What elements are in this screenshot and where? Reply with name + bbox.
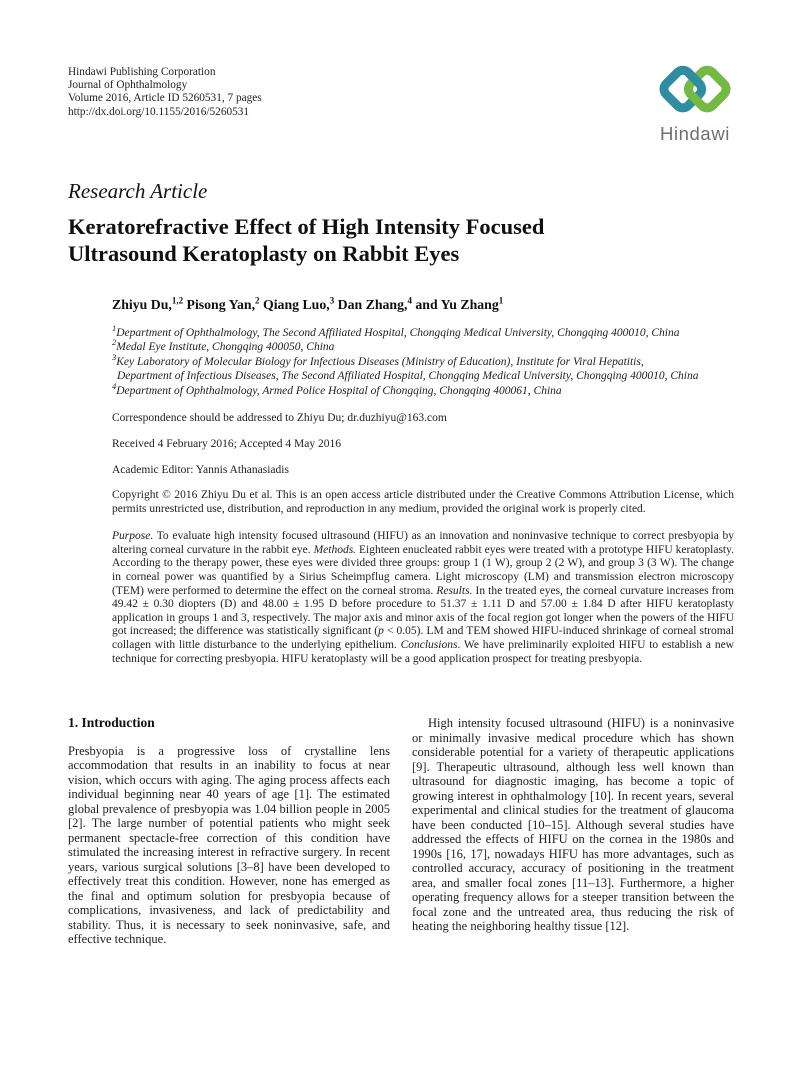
hindawi-logo	[642, 58, 748, 145]
publisher-name: Hindawi Publishing Corporation	[68, 66, 216, 78]
article-type-label: Research Article	[68, 179, 208, 203]
history-line: Received 4 February 2016; Accepted 4 May 2016	[112, 438, 341, 451]
copyright-text: Copyright © 2016 Zhiyu Du et al. This is an open access article distributed under the Creative Commons Attribution License, which permits unrestricted use, distribution, and reproduction in any medium, provided the original work is properly cited.	[112, 489, 734, 515]
abstract-text: Purpose. To evaluate high intensity focused ultrasound (HIFU) as an innovation and noninvasive technique to correct presbyopia by altering corneal curvature in the rabbit eye. Methods. Eighteen enucleated rabbit eyes were treated with a prototype HIFU keratoplasty. According to the therapy power, these eyes were divided three groups: group 1 (1 W), group 2 (2 W), and group 3 (3 W). The change in corneal power was quantified by a Sirius Scheimpflug camera. Light microscopy (LM) and transmission electron microscopy (TEM) were performed to determine the effect on the corneal stroma. Results. In the treated eyes, the corneal curvature increases from 49.42 ± 0.30 diopters (D) and 48.00 ± 1.95 D before procedure to 51.37 ± 1.11 D and 57.00 ± 1.84 D after HIFU keratoplasty application in groups 1 and 3, respectively. The major axis and minor axis of the focal region got longer when the powers of the HIFU got increased; the difference was statistically significant (p < 0.05). LM and TEM showed HIFU-induced shrinkage of corneal stromal collagen with little disturbance to the underlying epithelium. Conclusions. We have preliminarily exploited HIFU to establish a new technique for correcting presbyopia. HIFU keratoplasty will be a good application prospect for treating presbyopia.	[112, 530, 735, 665]
authors-line: Zhiyu Du,$^{1,2}$ Pisong Yan,$^2$ Qiang Luo,$^3$ Dan Zhang,$^4$ and Yu Zhang$^1$	[112, 295, 504, 312]
hindawi-wordmark: Hindawi	[659, 123, 730, 144]
intro-paragraph-2: High intensity focused ultrasound (HIFU) is a noninvasive or minimally invasive medical procedure which has shown considerable potential for a variety of therapeutic applications [9]. Therapeutic ultrasound, although less well known than ultrasound for diagnostic imaging, has become a topic of growing interest in ophthalmology [10]. In recent years, several experimental and clinical studies for the treatment of glaucoma have been conducted [10–15]. Although several studies have addressed the effects of HIFU on the cornea in the 1980s and 1990s [16, 17], nowadays HIFU has more advantages, such as controlled accuracy, accuracy of positioning in the treatment area, and smaller focal zones [11–13]. Furthermore, a higher operating frequency allows for a steeper transition between the focal zone and the untreated area, thus reducing the risk of heating the neighboring healthy tissue [12].	[412, 716, 734, 934]
body-columns	[68, 716, 734, 947]
journal-name: Journal of Ophthalmology	[68, 79, 188, 92]
section-heading-introduction: 1. Introduction	[68, 715, 155, 731]
academic-editor-line: Academic Editor: Yannis Athanasiadis	[112, 464, 289, 477]
hindawi-logo-icon	[648, 58, 742, 122]
article-title: Keratorefractive Effect of High Intensity Focused Ultrasound Keratoplasty on Rabbit Eyes	[68, 214, 545, 266]
correspondence-line: Correspondence should be addressed to Zhiyu Du; dr.duzhiyu@163.com	[112, 412, 447, 425]
front-matter	[112, 297, 734, 666]
affiliations: $^1$Department of Ophthalmology, The Second Affiliated Hospital, Chongqing Medical University, Chongqing 400010, China $^2$Medal Eye Institute, Chongqing 400050, China $^3$Key Laboratory of Molecular Biology for Infectious Diseases (Ministry of Education), Institute for Viral Hepatitis, Department of Infectious Diseases, The Second Affiliated Hospital, Chongqing Medical University, Chongqing 400010, China $^4$Department of Ophthalmology, Armed Police Hospital of Chongqing, Chongqing 400061, China	[112, 323, 699, 397]
doi-url: http://dx.doi.org/10.1155/2016/5260531	[68, 105, 250, 118]
right-column	[412, 716, 734, 947]
intro-paragraph-1: Presbyopia is a progressive loss of crystalline lens accommodation that results in an inability to focus at near vision, which occurs with aging. The aging process affects each individual beginning near 40 years of age [1]. The estimated global prevalence of presbyopia was 1.04 billion people in 2005 [2]. The large number of potential patients who might seek permanent spectacle-free correction of this condition have stimulated the increasing interest in refractive surgery. In recent years, various surgical solutions [3–8] have been developed to effectively treat this condition. However, none has emerged as the final and optimum solution for presbyopia because of complications, invasiveness, and lack of predictability and stability. Thus, it is necessary to seek noninvasive, safe, and effective technique.	[68, 743, 390, 947]
publisher-info	[68, 66, 262, 119]
left-column	[68, 716, 390, 947]
volume-line: Volume 2016, Article ID 5260531, 7 pages	[68, 92, 262, 105]
masthead	[68, 66, 734, 145]
